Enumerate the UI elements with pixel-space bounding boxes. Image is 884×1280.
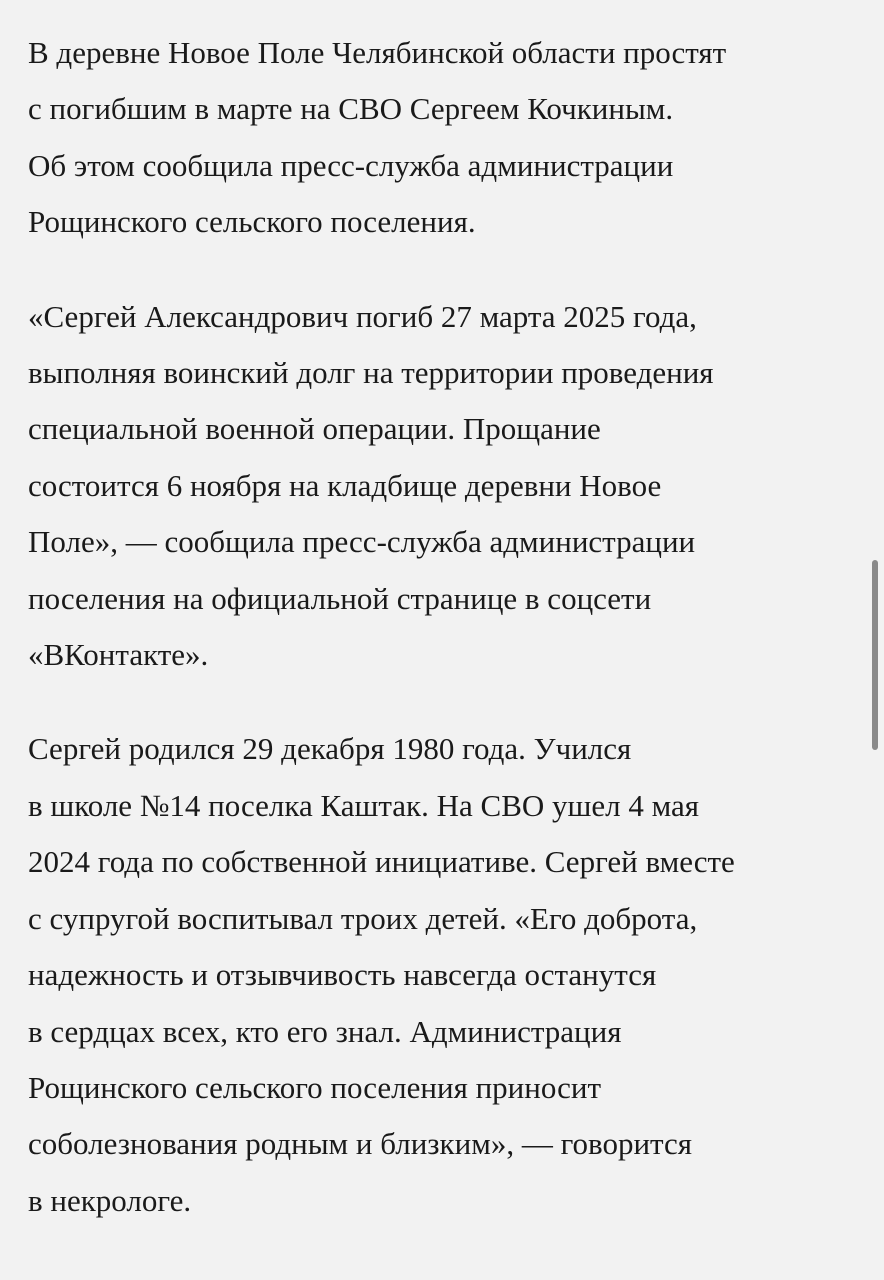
text-line: Об этом сообщила пресс-служба администрации — [28, 147, 674, 183]
article-paragraph-3 — [28, 721, 868, 1229]
text-line: «ВКонтакте». — [28, 637, 209, 673]
text-line: Поле», — сообщила пресс-служба администрации — [28, 524, 696, 560]
text-line: состоится 6 ноября на кладбище деревни Новое — [28, 467, 662, 503]
text-line: специальной военной операции. Прощание — [28, 411, 601, 447]
text-line: Рощинского сельского поселения. — [28, 204, 476, 240]
text-line: с погибшим в марте на СВО Сергеем Кочкиным. — [28, 91, 674, 127]
article-paragraph-2 — [28, 289, 868, 684]
vertical-scrollbar[interactable] — [870, 0, 884, 1280]
text-line: «Сергей Александрович погиб 27 марта 2025 года, — [28, 298, 697, 334]
text-line: в сердцах всех, кто его знал. Администрация — [28, 1013, 622, 1049]
text-line: с супругой воспитывал троих детей. «Его доброта, — [28, 900, 698, 936]
scrollbar-thumb[interactable] — [872, 560, 878, 750]
article-body — [28, 25, 868, 1267]
text-line: 2024 года по собственной инициативе. Сергей вместе — [28, 844, 735, 880]
text-line: соболезнования родным и близким», — говорится — [28, 1126, 692, 1162]
article-paragraph-1 — [28, 25, 868, 251]
text-line: надежность и отзывчивость навсегда останутся — [28, 957, 657, 993]
text-line: в некрологе. — [28, 1182, 192, 1218]
text-line: в школе №14 поселка Каштак. На СВО ушел 4 мая — [28, 787, 700, 823]
text-line: В деревне Новое Поле Челябинской области простят — [28, 35, 727, 70]
text-line: Рощинского сельского поселения приносит — [28, 1069, 602, 1105]
text-line: выполняя воинский долг на территории проведения — [28, 355, 714, 391]
text-line: Сергей родился 29 декабря 1980 года. Учился — [28, 731, 632, 767]
text-line: поселения на официальной странице в соцсети — [28, 580, 652, 616]
